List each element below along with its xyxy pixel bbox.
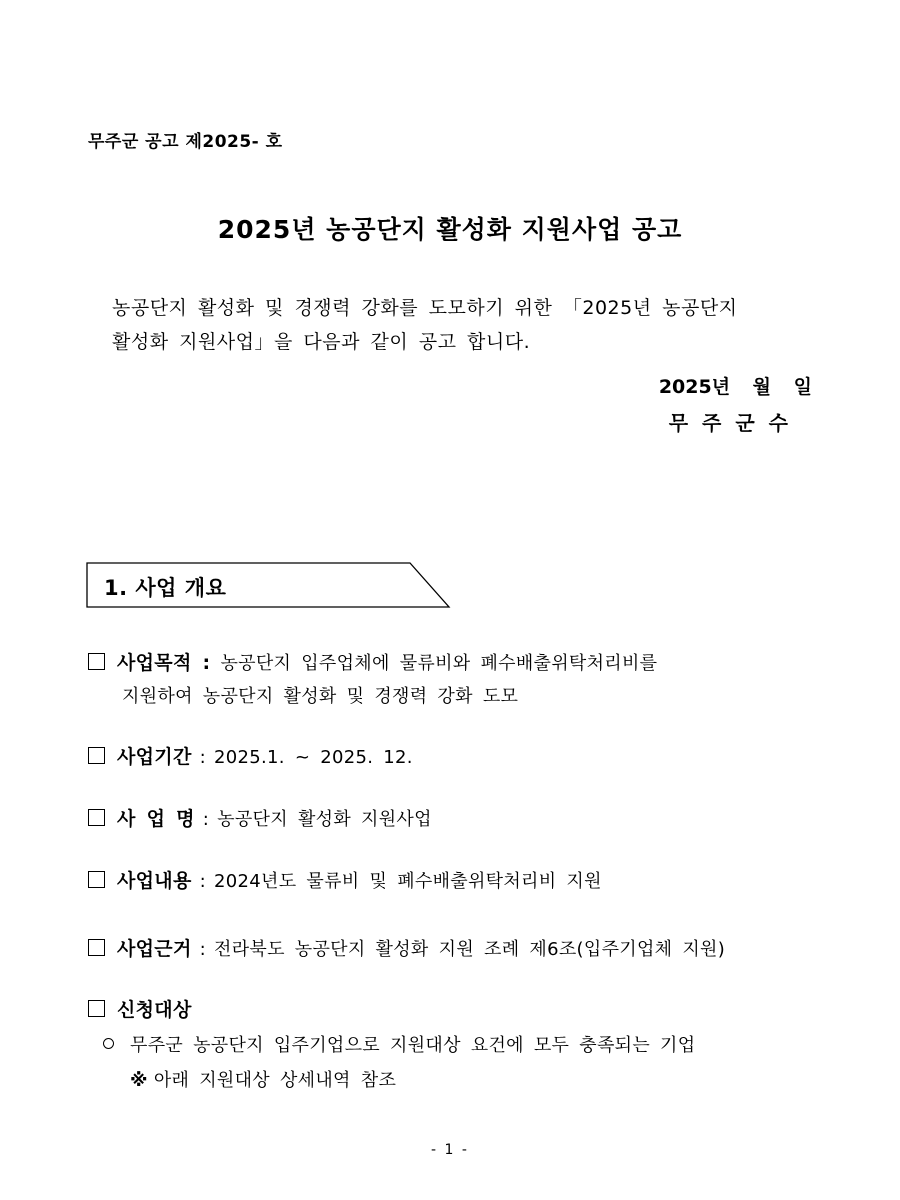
item-label: 신청대상 <box>117 999 192 1021</box>
item-separator: : <box>199 747 206 768</box>
item-label: 사업내용 <box>117 870 192 892</box>
announcement-date: 2025년 월 일 <box>658 376 812 398</box>
item-value: 전라북도 농공단지 활성화 지원 조례 제6조(입주기업체 지원) <box>214 939 726 960</box>
item-content <box>88 866 602 893</box>
item-purpose-cont: 지원하여 농공단지 활성화 및 경쟁력 강화 도모 <box>122 686 519 707</box>
item-value: 농공단지 입주업체에 물류비와 폐수배출위탁처리비를 <box>220 653 658 674</box>
signer: 무주군수 <box>668 411 802 435</box>
item-label: 사 업 명 <box>117 808 195 830</box>
item-label: 사업근거 <box>117 938 192 960</box>
checkbox-icon <box>88 1000 105 1017</box>
intro-line-1: 농공단지 활성화 및 경쟁력 강화를 도모하기 위한 「2025년 농공단지 <box>112 297 738 319</box>
page-number: - 1 - <box>431 1142 469 1158</box>
checkbox-icon <box>88 747 105 764</box>
item-separator: : <box>199 871 206 892</box>
item-value: 농공단지 활성화 지원사업 <box>217 809 432 830</box>
notice-number: 무주군 공고 제2025- 호 <box>88 132 283 152</box>
item-purpose <box>88 648 657 675</box>
target-text: 무주군 농공단지 입주기업으로 지원대상 요건에 모두 충족되는 기업 <box>130 1035 696 1056</box>
target-bullet <box>103 1031 695 1057</box>
item-basis <box>88 934 725 961</box>
item-label: 사업기간 <box>117 746 192 768</box>
checkbox-icon <box>88 653 105 670</box>
item-period <box>88 742 413 769</box>
reference-mark-icon: ※ <box>130 1070 148 1091</box>
item-label: 사업목적 : <box>117 652 211 674</box>
item-separator: : <box>199 939 206 960</box>
circle-bullet-icon <box>103 1038 114 1049</box>
item-target <box>88 995 192 1022</box>
checkbox-icon <box>88 809 105 826</box>
note-text: 아래 지원대상 상세내역 참조 <box>153 1070 397 1091</box>
item-value: 2024년도 물류비 및 폐수배출위탁처리비 지원 <box>214 871 602 892</box>
document-title: 2025년 농공단지 활성화 지원사업 공고 <box>217 215 683 244</box>
intro-line-2: 활성화 지원사업」을 다음과 같이 공고 합니다. <box>112 331 531 353</box>
target-note <box>130 1066 396 1092</box>
item-separator: : <box>202 809 210 830</box>
item-name <box>88 804 432 831</box>
checkbox-icon <box>88 871 105 888</box>
item-value: 2025.1. ~ 2025. 12. <box>214 747 413 768</box>
section-title: 1. 사업 개요 <box>104 576 227 600</box>
checkbox-icon <box>88 939 105 956</box>
